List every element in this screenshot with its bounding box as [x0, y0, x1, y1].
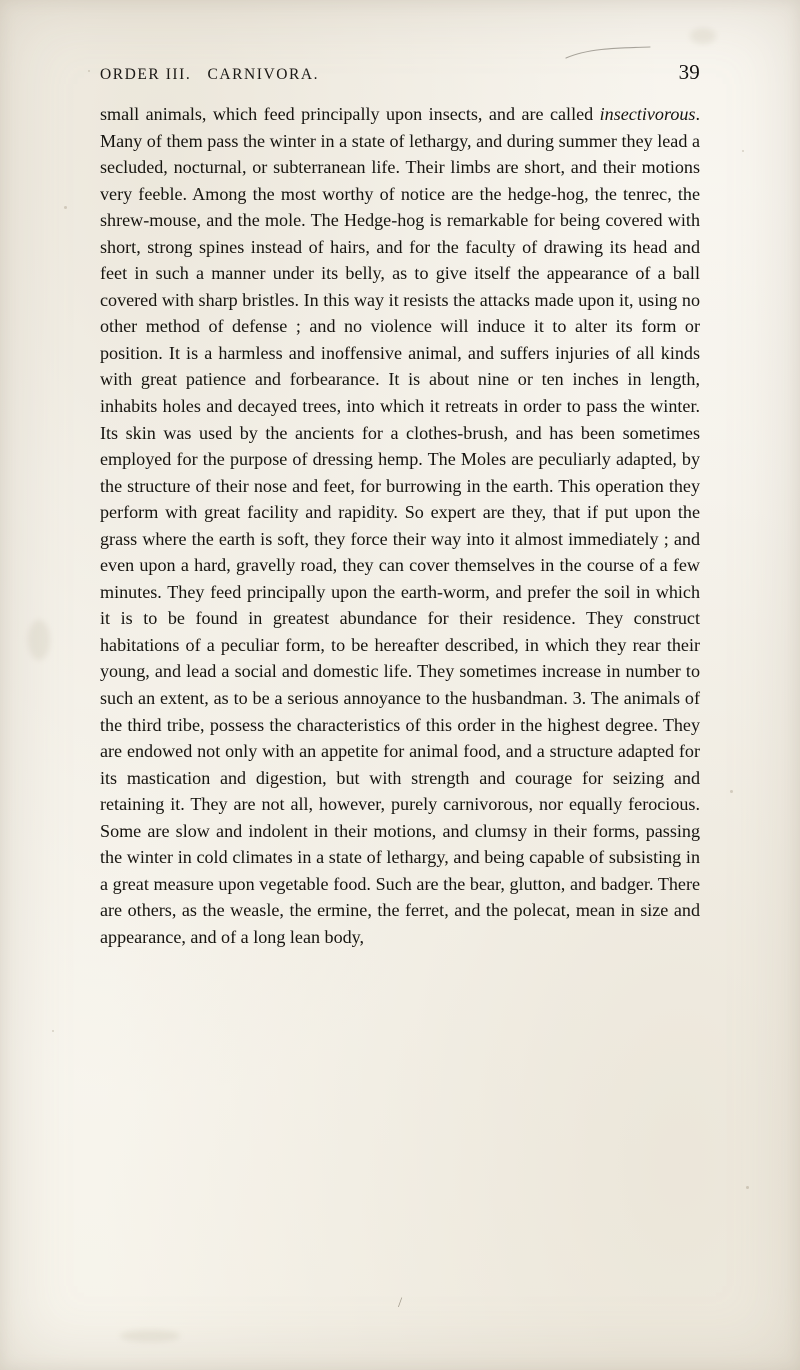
page-smudge-top-right	[690, 28, 716, 44]
page-speck-3	[730, 790, 733, 793]
page-header	[100, 60, 700, 85]
page-speck-6	[88, 70, 90, 72]
running-head: ORDER III. CARNIVORA.	[100, 66, 320, 83]
page-smudge-bottom	[120, 1330, 180, 1342]
page-smudge-left	[28, 620, 50, 660]
page-speck-1	[64, 206, 67, 209]
page-foot-mark: /	[398, 1295, 403, 1311]
page-number: 39	[678, 60, 700, 84]
header-flourish-icon	[564, 46, 654, 60]
page-speck-4	[52, 1030, 54, 1032]
page-speck-5	[746, 1186, 749, 1189]
page-content	[100, 60, 700, 951]
body-text: small animals, which feed principally upon insects, and are called insectivorous. Many of them pass the winter in a state of lethargy, and during summer they lead a secluded, nocturnal, or subterranean life. Their limbs are short, and their motions very feeble. Among the most worthy of notice are the hedge-hog, the tenrec, the shrew-mouse, and the mole. The Hedge-hog is remarkable for being covered with short, strong spines instead of hairs, and for the faculty of drawing its head and feet in such a manner under its belly, as to give itself the appearance of a ball covered with sharp bristles. In this way it resists the attacks made upon it, using no other method of defense ; and no violence will induce it to alter its form or position. It is a harmless and inoffensive animal, and suffers injuries of all kinds with great patience and forbearance. It is about nine or ten inches in length, inhabits holes and decayed trees, into which it retreats in order to pass the winter. Its skin was used by the ancients for a clothes-brush, and has been sometimes employed for the purpose of dressing hemp. The Moles are peculiarly adapted, by the structure of their nose and feet, for burrowing in the earth. This operation they perform with great facility and rapidity. So expert are they, that if put upon the grass where the earth is soft, they force their way into it almost immediately ; and even upon a hard, gravelly road, they can cover themselves in the course of a few minutes. They feed principally upon the earth-worm, and prefer the soil in which it is to be found in greatest abundance for their residence. They construct habitations of a peculiar form, to be hereafter described, in which they rear their young, and lead a social and domestic life. They sometimes increase in number to such an extent, as to be a serious annoyance to the husbandman. 3. The animals of the third tribe, possess the characteristics of this order in the highest degree. They are endowed not only with an appetite for animal food, and a structure adapted for its mastication and digestion, but with strength and courage for seizing and retaining it. They are not all, however, purely carnivorous, nor equally ferocious. Some are slow and indolent in their motions, and clumsy in their forms, passing the winter in cold climates in a state of lethargy, and being capable of subsisting in a great measure upon vegetable food. Such are the bear, glutton, and badger. There are others, as the weasle, the ermine, the ferret, and the polecat, mean in size and appearance, and of a long lean body,	[100, 104, 700, 947]
page-speck-2	[742, 150, 744, 152]
